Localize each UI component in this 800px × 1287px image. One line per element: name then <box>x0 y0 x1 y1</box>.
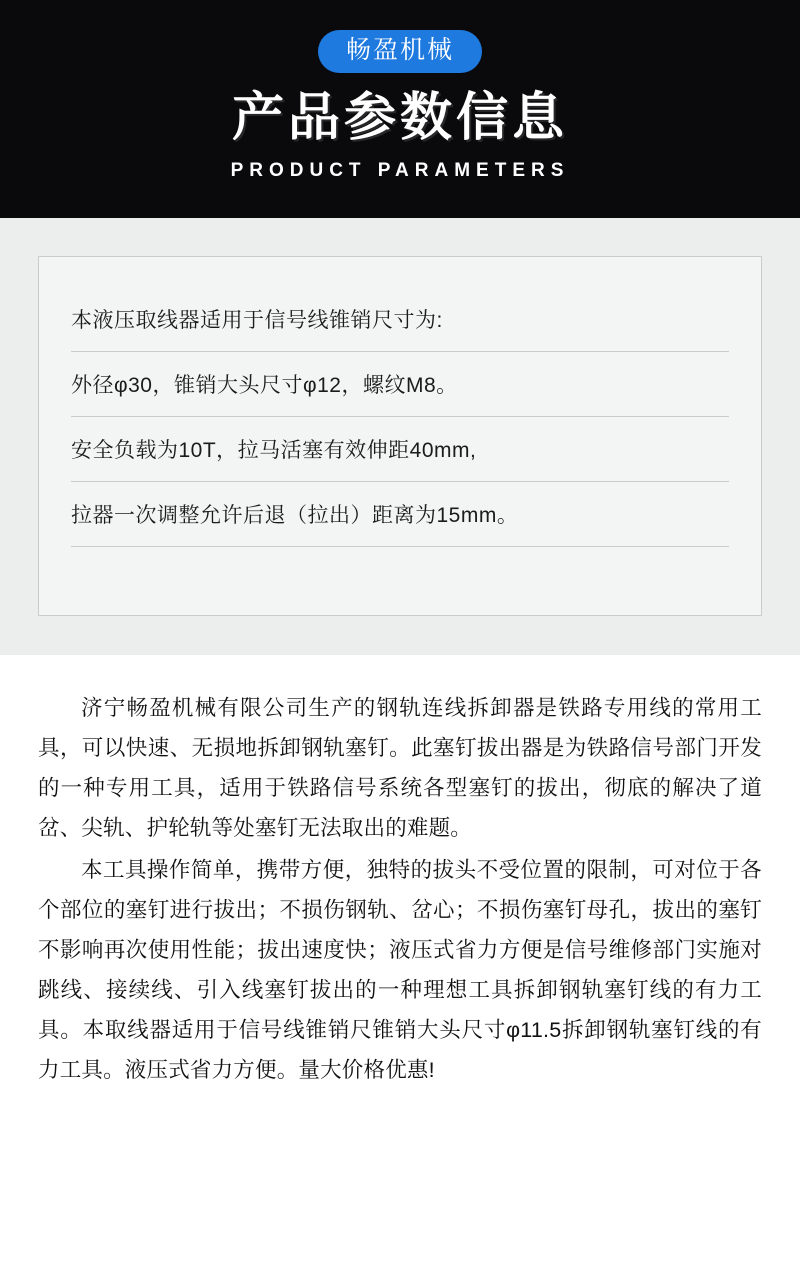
parameters-card <box>38 256 762 616</box>
parameter-row: 外径φ30，锥销大头尺寸φ12，螺纹M8。 <box>71 352 729 417</box>
description-paragraph: 本工具操作简单，携带方便，独特的拔头不受位置的限制，可对位于各个部位的塞钉进行拔出；不损伤钢轨、岔心；不损伤塞钉母孔，拔出的塞钉不影响再次使用性能；拔出速度快；液压式省力方便是信号维修部门实施对跳线、接续线、引入线塞钉拔出的一种理想工具拆卸钢轨塞钉线的有力工具。本取线器适用于信号线锥销尺锥销大头尺寸φ11.5拆卸钢轨塞钉线的有力工具。液压式省力方便。量大价格优惠! <box>38 857 762 1082</box>
description-section <box>0 655 800 1091</box>
parameter-row: 拉器一次调整允许后退（拉出）距离为15mm。 <box>71 482 729 547</box>
brand-badge: 畅盈机械 <box>318 30 482 73</box>
description-paragraph: 济宁畅盈机械有限公司生产的钢轨连线拆卸器是铁路专用线的常用工具，可以快速、无损地拆卸钢轨塞钉。此塞钉拔出器是为铁路信号部门开发的一种专用工具，适用于铁路信号系统各型塞钉的拔出，彻底的解决了道岔、尖轨、护轮轨等处塞钉无法取出的难题。 <box>38 696 762 840</box>
page-title: 产品参数信息 <box>231 89 568 147</box>
parameters-section <box>0 218 800 655</box>
page-subtitle: PRODUCT PARAMETERS <box>230 159 570 181</box>
parameter-row: 安全负载为10T，拉马活塞有效伸距40mm, <box>71 417 729 482</box>
parameter-row: 本液压取线器适用于信号线锥销尺寸为: <box>71 287 729 352</box>
page-header <box>0 0 800 218</box>
